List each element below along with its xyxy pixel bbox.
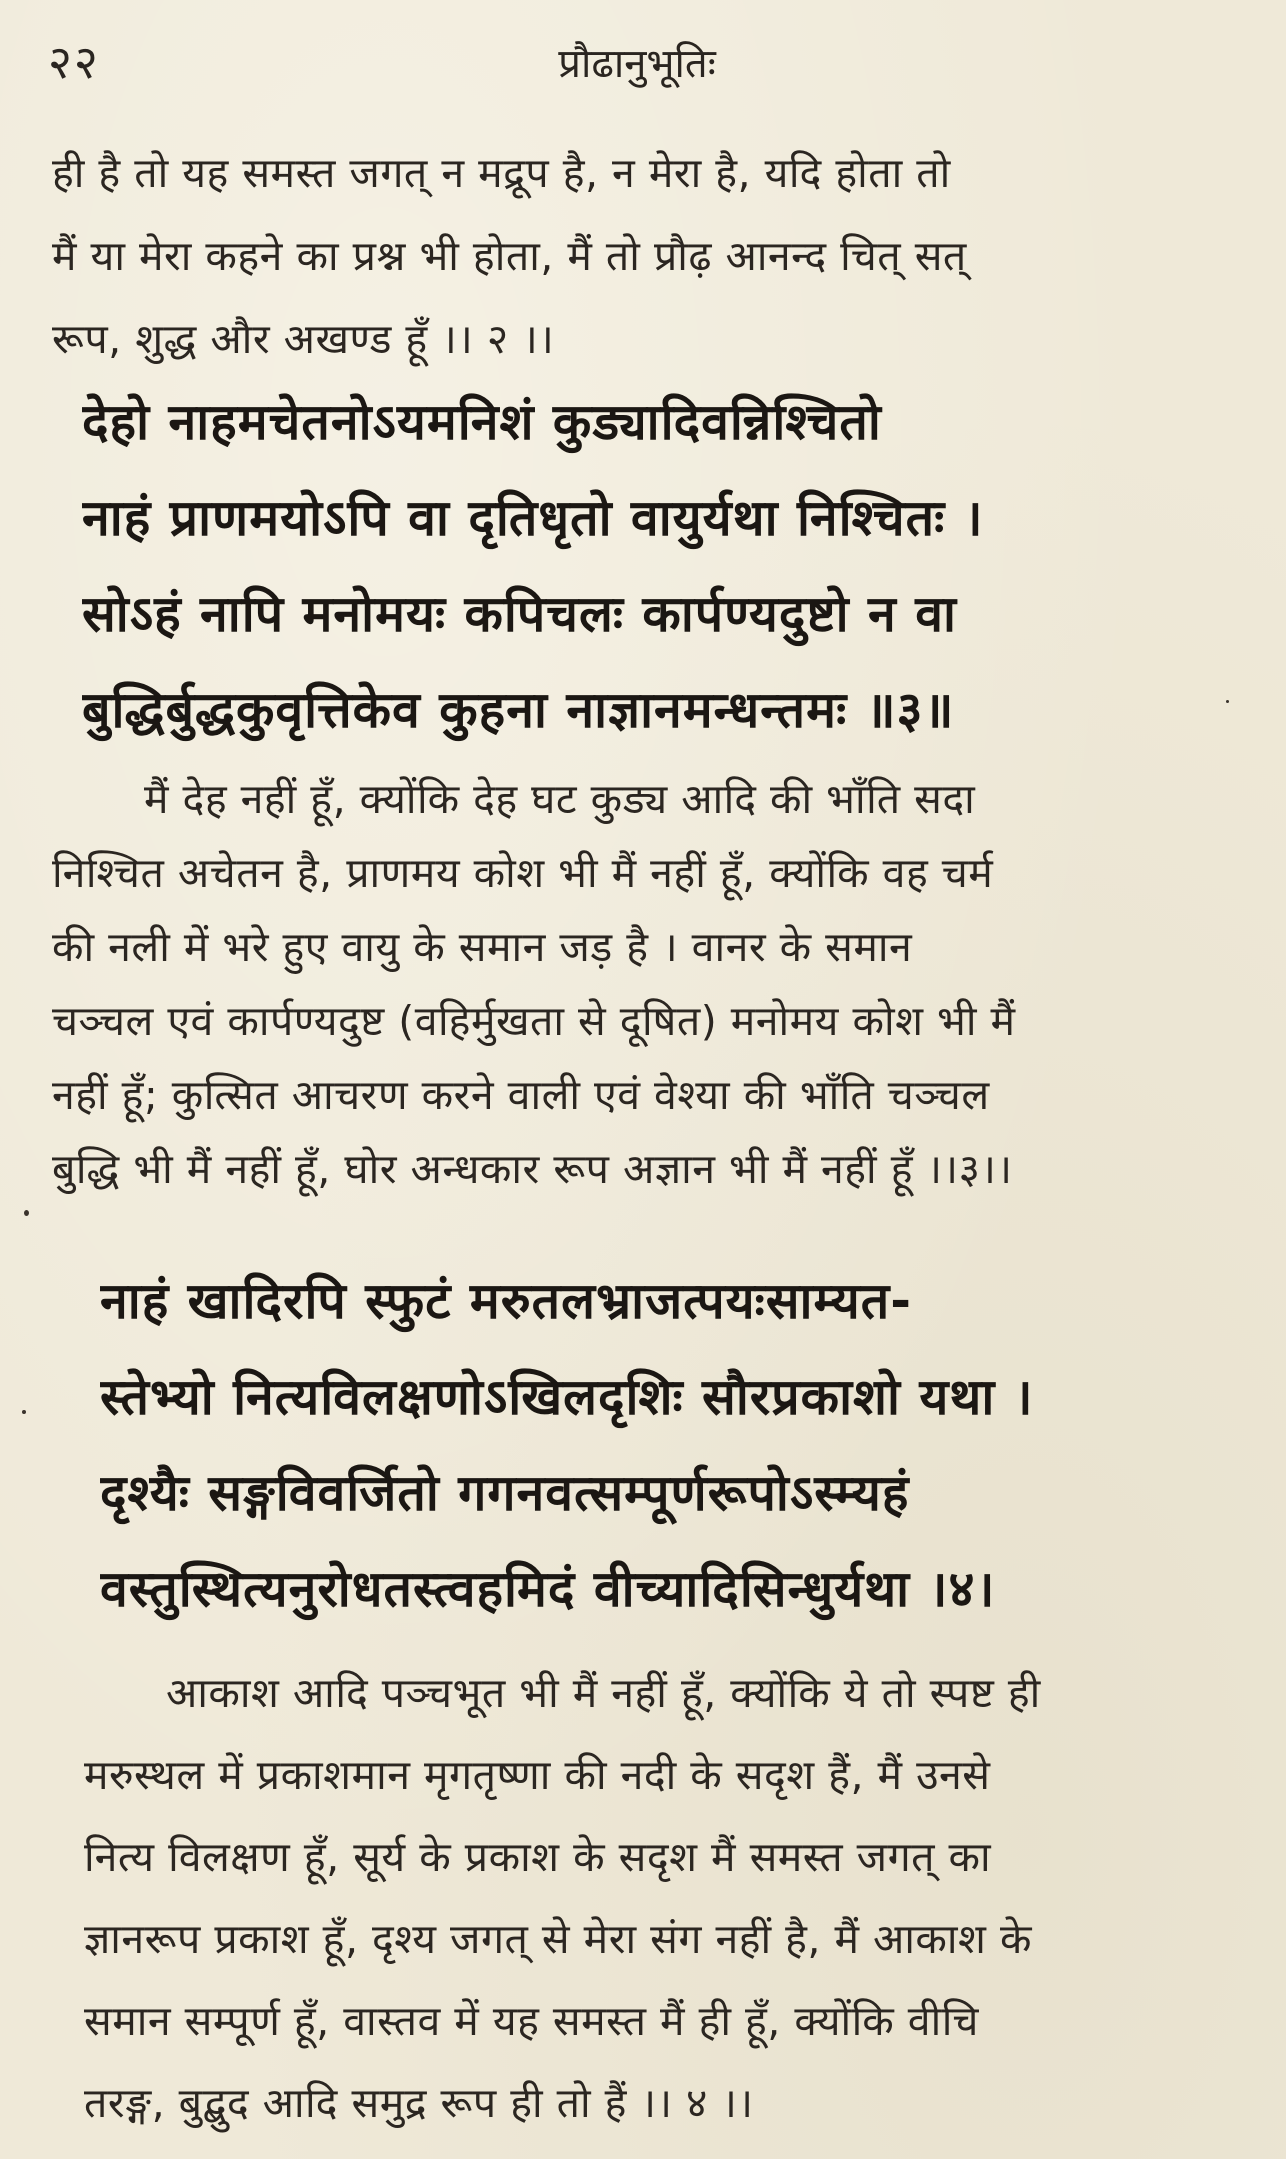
commentary-line: निश्चित अचेतन है, प्राणमय कोश भी मैं नहीं हूँ, क्योंकि वह चर्म — [52, 849, 994, 897]
commentary-2-tail — [52, 132, 1236, 381]
verse-3 — [82, 374, 1236, 758]
verse-4 — [100, 1253, 1236, 1637]
verse-line: वस्तुस्थित्यनुरोधतस्त्वहमिदं वीच्यादिसिन्धुर्यथा ।४। — [100, 1560, 996, 1618]
commentary-3 — [52, 762, 1236, 1206]
commentary-line: ही है तो यह समस्त जगत् न मद्रूप है, न मेरा है, यदि होता तो — [52, 149, 951, 197]
commentary-line: तरङ्ग, बुद्बुद आदि समुद्र रूप ही तो हैं ।। ४ ।। — [84, 2079, 754, 2127]
running-title: प्रौढानुभूतिः — [558, 41, 716, 87]
commentary-line: रूप, शुद्ध और अखण्ड हूँ ।। २ ।। — [52, 315, 555, 363]
commentary-line: की नली में भरे हुए वायु के समान जड़ है । वानर के समान — [52, 923, 913, 971]
ink-speck — [24, 1210, 29, 1216]
commentary-line: नित्य विलक्षण हूँ, सूर्य के प्रकाश के सदृश मैं समस्त जगत् का — [84, 1833, 992, 1881]
ink-speck — [1226, 700, 1229, 703]
verse-line: नाहं खादिरपि स्फुटं मरुतलभ्राजत्पयःसाम्यत- — [100, 1272, 912, 1330]
commentary-line: बुद्धि भी मैं नहीं हूँ, घोर अन्धकार रूप अज्ञान भी मैं नहीं हूँ ।।३।। — [52, 1145, 1013, 1193]
verse-line: सोऽहं नापि मनोमयः कपिचलः कार्पण्यदुष्टो न वा — [82, 585, 957, 643]
commentary-line: नहीं हूँ; कुत्सित आचरण करने वाली एवं वेश्या की भाँति चञ्चल — [52, 1071, 990, 1119]
commentary-line: आकाश आदि पञ्चभूत भी मैं नहीं हूँ, क्योंकि ये तो स्पष्ट ही — [166, 1669, 1041, 1717]
verse-line: नाहं प्राणमयोऽपि वा दृतिधृतो वायुर्यथा निश्चितः । — [82, 489, 984, 547]
commentary-line: मरुस्थल में प्रकाशमान मृगतृष्णा की नदी के सदृश हैं, मैं उनसे — [84, 1751, 991, 1799]
verse-line: दृश्यैः सङ्गविवर्जितो गगनवत्सम्पूर्णरूपोऽस्म्यहं — [100, 1464, 910, 1522]
verse-line: बुद्धिर्बुद्धकुवृत्तिकेव कुहना नाज्ञानमन्धन्तमः ॥३॥ — [82, 681, 955, 739]
commentary-line: मैं देह नहीं हूँ, क्योंकि देह घट कुड्य आदि की भाँति सदा — [144, 775, 976, 823]
page-header — [48, 30, 1226, 100]
commentary-4 — [84, 1652, 1236, 2144]
commentary-line: ज्ञानरूप प्रकाश हूँ, दृश्य जगत् से मेरा संग नहीं है, मैं आकाश के — [84, 1915, 1032, 1963]
ink-speck — [22, 1410, 26, 1414]
verse-line: देहो नाहमचेतनोऽयमनिशं कुड्यादिवन्निश्चितो — [82, 393, 882, 451]
verse-line: स्तेभ्यो नित्यविलक्षणोऽखिलदृशिः सौरप्रकाशो यथा । — [100, 1368, 1034, 1426]
commentary-line: समान सम्पूर्ण हूँ, वास्तव में यह समस्त मैं ही हूँ, क्योंकि वीचि — [84, 1997, 979, 2045]
page-number: २२ — [48, 35, 100, 89]
commentary-line: चञ्चल एवं कार्पण्यदुष्ट (वहिर्मुखता से दूषित) मनोमय कोश भी मैं — [52, 997, 1016, 1045]
commentary-line: मैं या मेरा कहने का प्रश्न भी होता, मैं तो प्रौढ़ आनन्द चित् सत् — [52, 232, 967, 280]
